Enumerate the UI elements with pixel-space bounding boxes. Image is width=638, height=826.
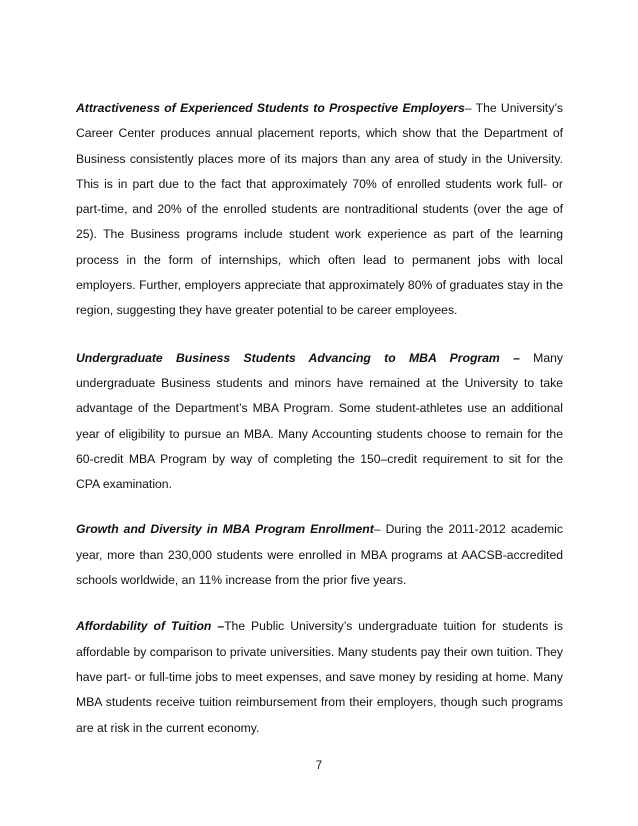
paragraph-lead: Undergraduate Business Students Advancing to MBA Program – (76, 350, 520, 365)
paragraph-mba-enrollment (76, 517, 563, 593)
paragraph-text: – During the 2011-2012 academic year, more than 230,000 students were enrolled in MBA programs at AACSB-accredited schools worldwide, an 11% increase from the prior five years. (76, 522, 563, 588)
paragraph-lead: Affordability of Tuition – (76, 619, 225, 634)
paragraph-lead: Growth and Diversity in MBA Program Enrollment (76, 522, 374, 537)
document-body (76, 96, 563, 760)
paragraph-mba-advancing (76, 346, 563, 498)
paragraph-employers (76, 96, 563, 324)
page-number: 7 (315, 760, 323, 772)
paragraph-lead: Attractiveness of Experienced Students to Prospective Employers (76, 101, 465, 115)
paragraph-text: – The University’s Career Center produces annual placement reports, which show that the Department of Business consistently places more of its majors than any area of study in the University. This is in part due to the fact that approximately 70% of enrolled students work full- or part-time, and 20% of the enrolled students are nontraditional students (over the age of 25). The Business programs include student work experience as part of the learning process in the form of internships, which often lead to permanent jobs with local employers. Further, employers appreciate that approximately 80% of graduates stay in the region, suggesting they have greater potential to be career employees. (76, 101, 563, 318)
paragraph-text: Many undergraduate Business students and minors have remained at the University to take advantage of the Department’s MBA Program. Some student-athletes use an additional year of eligibility to pursue an MBA. Many Accounting students choose to remain for the 60-credit MBA Program by way of completing the 150–credit requirement to sit for the CPA examination. (76, 350, 563, 492)
paragraph-text: The Public University’s undergraduate tuition for students is affordable by comparison to private universities. Many students pay their own tuition. They have part- or full-time jobs to meet expenses, and save money by residing at home. Many MBA students receive tuition reimbursement from their employers, though such programs are at risk in the current economy. (76, 619, 563, 735)
paragraph-tuition (76, 614, 563, 740)
